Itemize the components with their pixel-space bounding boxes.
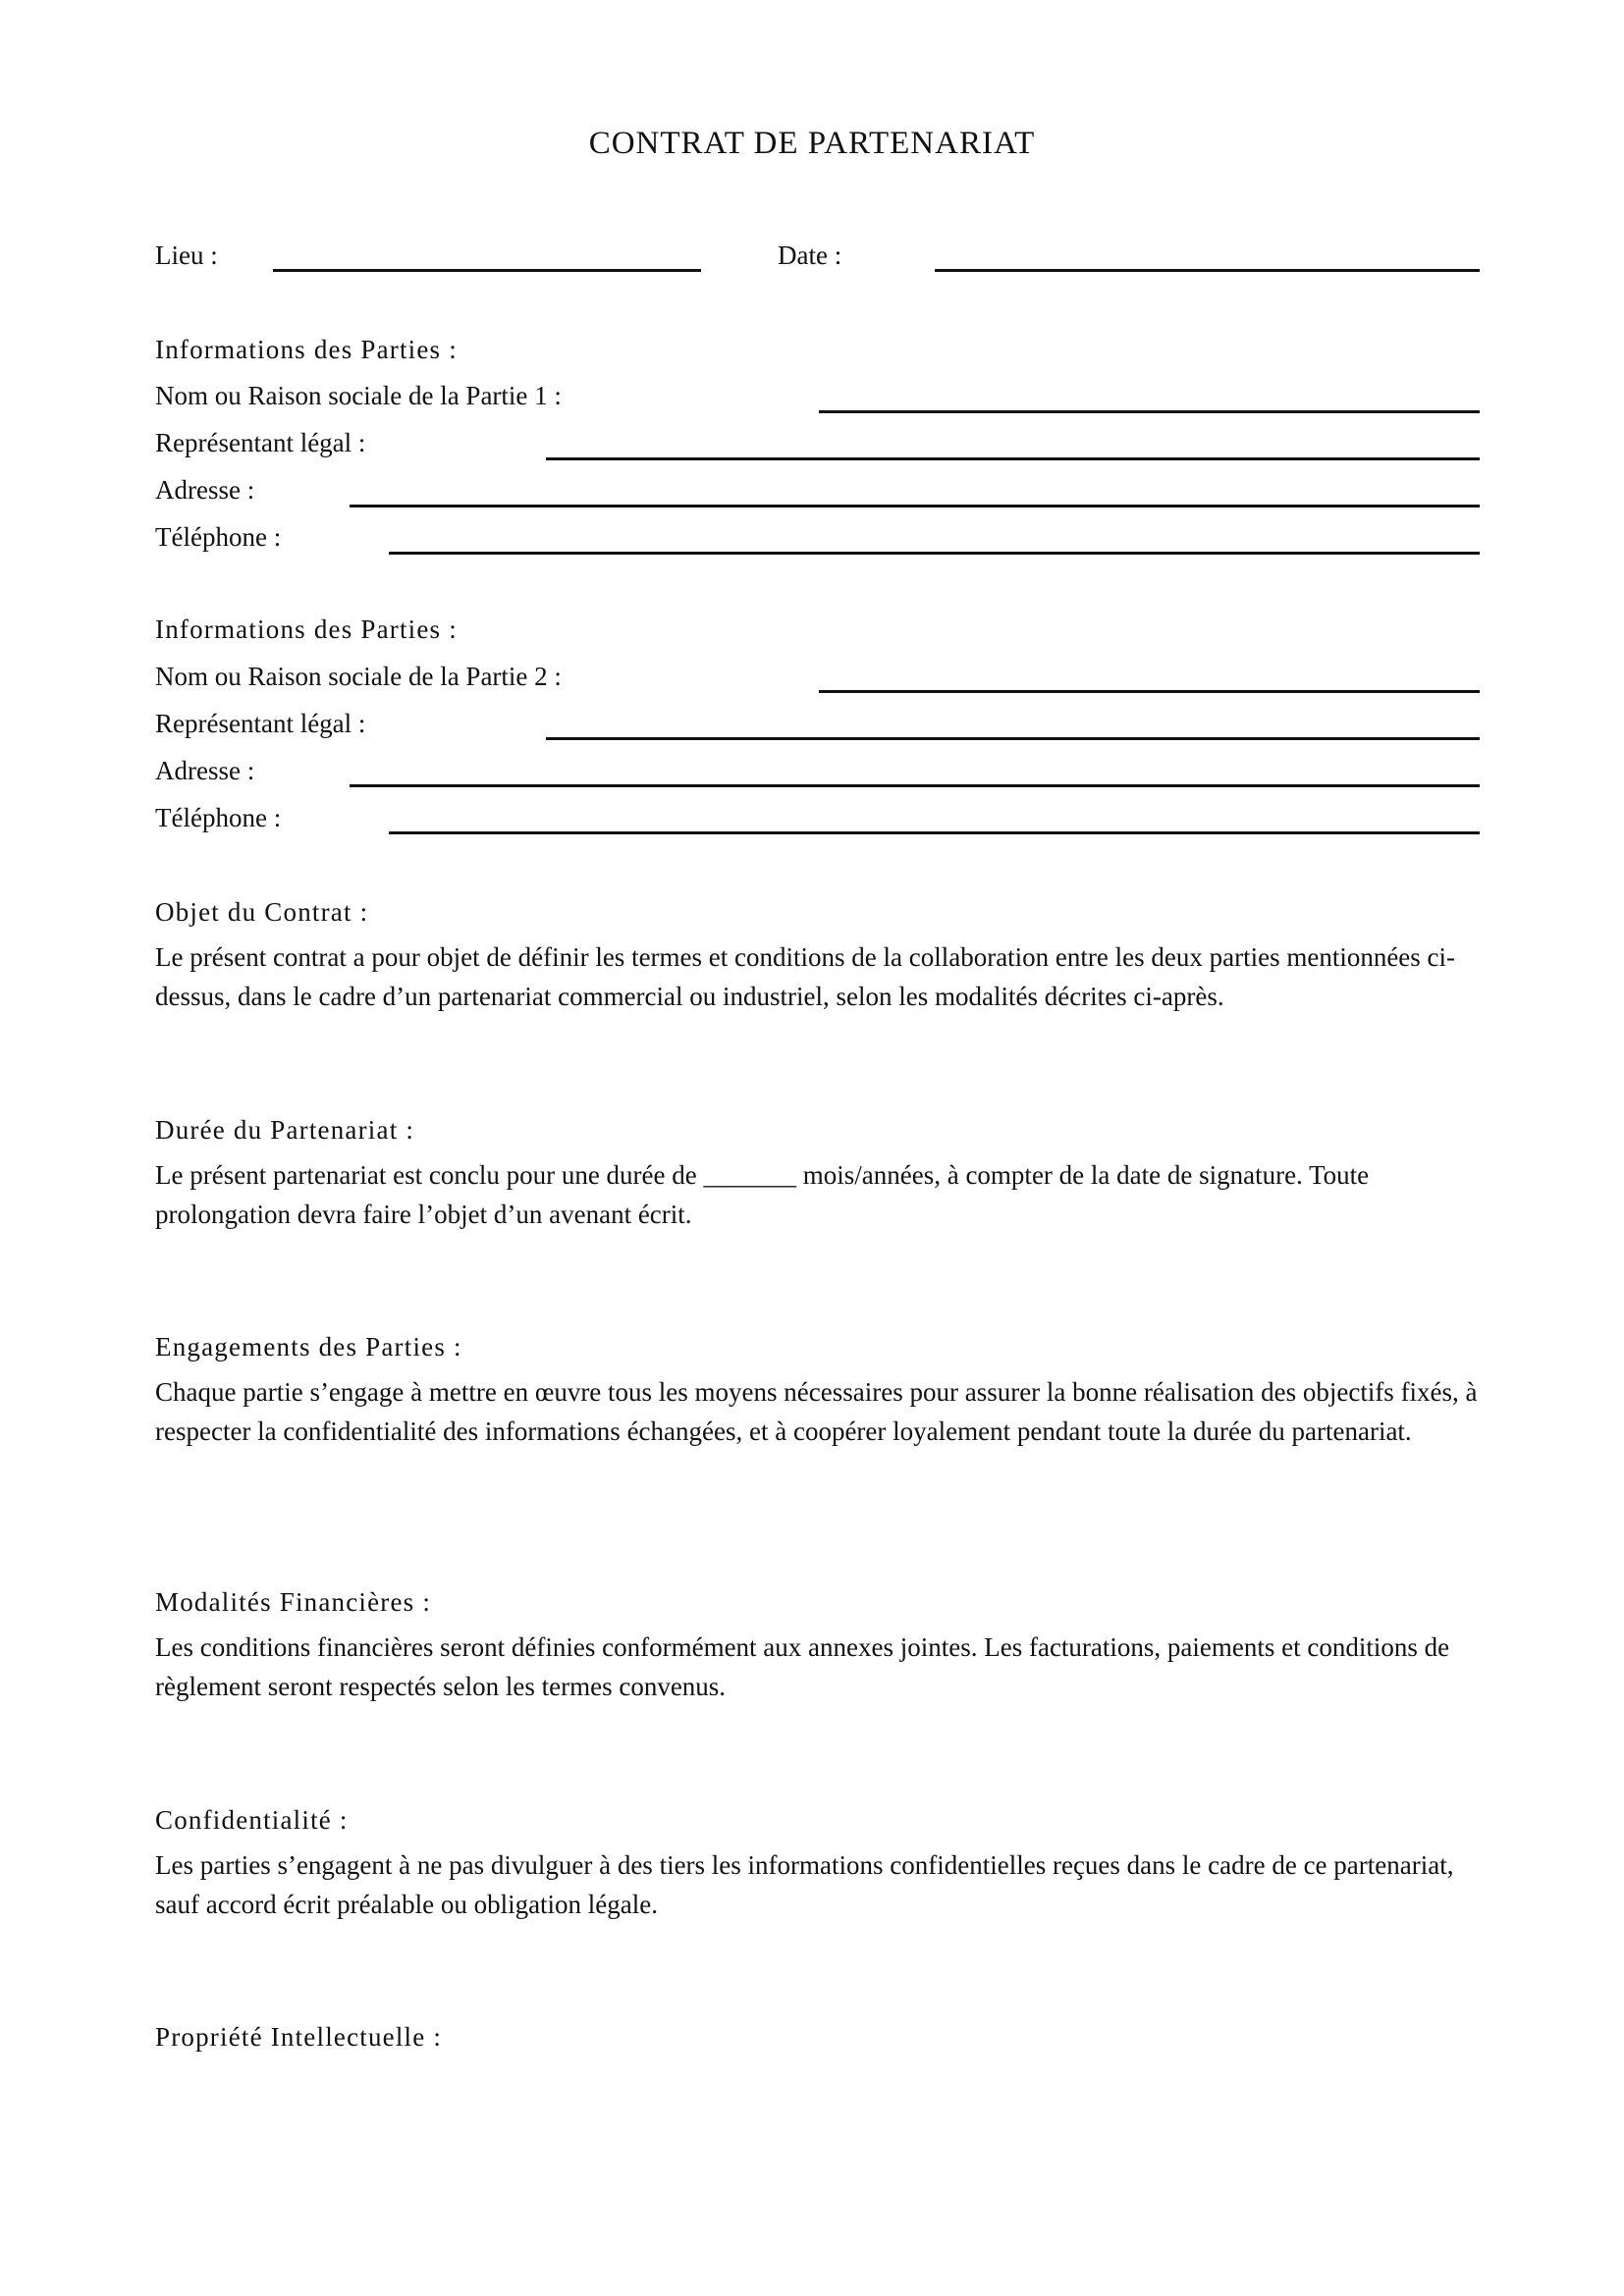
document-title: CONTRAT DE PARTENARIAT xyxy=(588,126,1036,161)
date-field-line[interactable] xyxy=(935,269,1480,272)
party2-address-field-line[interactable] xyxy=(350,784,1480,787)
party1-address-label: Adresse : xyxy=(155,475,255,505)
party2-name-field-line[interactable] xyxy=(819,690,1480,693)
party1-phone-label: Téléphone : xyxy=(155,522,282,552)
party1-name-field-line[interactable] xyxy=(819,410,1480,413)
party1-address-field-line[interactable] xyxy=(350,505,1480,507)
party1-name-label: Nom ou Raison sociale de la Partie 1 : xyxy=(155,381,562,410)
party2-phone-label: Téléphone : xyxy=(155,803,282,832)
section-heading-commitments: Engagements des Parties : xyxy=(155,1332,462,1362)
party2-name-label: Nom ou Raison sociale de la Partie 2 : xyxy=(155,662,562,691)
section-heading-intellectual-property: Propriété Intellectuelle : xyxy=(155,2022,443,2052)
section-body-financial: Les conditions financières seront définies conformément aux annexes jointes. Les facturations, paiements et conditions de règlement seront respectés selon les termes convenus. xyxy=(155,1632,1450,1701)
place-field-line[interactable] xyxy=(273,269,701,272)
section-body-commitments: Chaque partie s’engage à mettre en œuvre tous les moyens nécessaires pour assurer la bonne réalisation des objectifs fixés, à respecter la confidentialité des informations échangées, et à coopérer loyalement pendant toute la durée du partenariat. xyxy=(155,1377,1478,1446)
section-body-object: Le présent contrat a pour objet de définir les termes et conditions de la collaboration entre les deux parties mentionnées ci-dessus, dans le cadre d’un partenariat commercial ou industriel, selon les modalités décrites ci-après. xyxy=(155,942,1456,1011)
party2-heading: Informations des Parties : xyxy=(155,614,458,644)
section-heading-financial: Modalités Financières : xyxy=(155,1587,432,1617)
party2-rep-field-line[interactable] xyxy=(546,737,1480,740)
party1-phone-field-line[interactable] xyxy=(389,552,1480,555)
party1-rep-label: Représentant légal : xyxy=(155,428,366,457)
party1-rep-field-line[interactable] xyxy=(546,457,1480,460)
party2-phone-field-line[interactable] xyxy=(389,831,1480,834)
section-heading-object: Objet du Contrat : xyxy=(155,897,369,927)
party1-heading: Informations des Parties : xyxy=(155,335,458,364)
section-heading-confidentiality: Confidentialité : xyxy=(155,1805,349,1835)
date-label: Date : xyxy=(778,240,842,270)
party2-rep-label: Représentant légal : xyxy=(155,709,366,738)
section-heading-duration: Durée du Partenariat : xyxy=(155,1115,415,1145)
place-label: Lieu : xyxy=(155,240,218,270)
section-body-confidentiality: Les parties s’engagent à ne pas divulguer à des tiers les informations confidentielles reçues dans le cadre de ce partenariat, sauf accord écrit préalable ou obligation légale. xyxy=(155,1850,1454,1919)
section-body-duration: Le présent partenariat est conclu pour une durée de _______ mois/années, à compter de la date de signature. Toute prolongation devra faire l’objet d’un avenant écrit. xyxy=(155,1160,1370,1229)
party2-address-label: Adresse : xyxy=(155,756,255,785)
